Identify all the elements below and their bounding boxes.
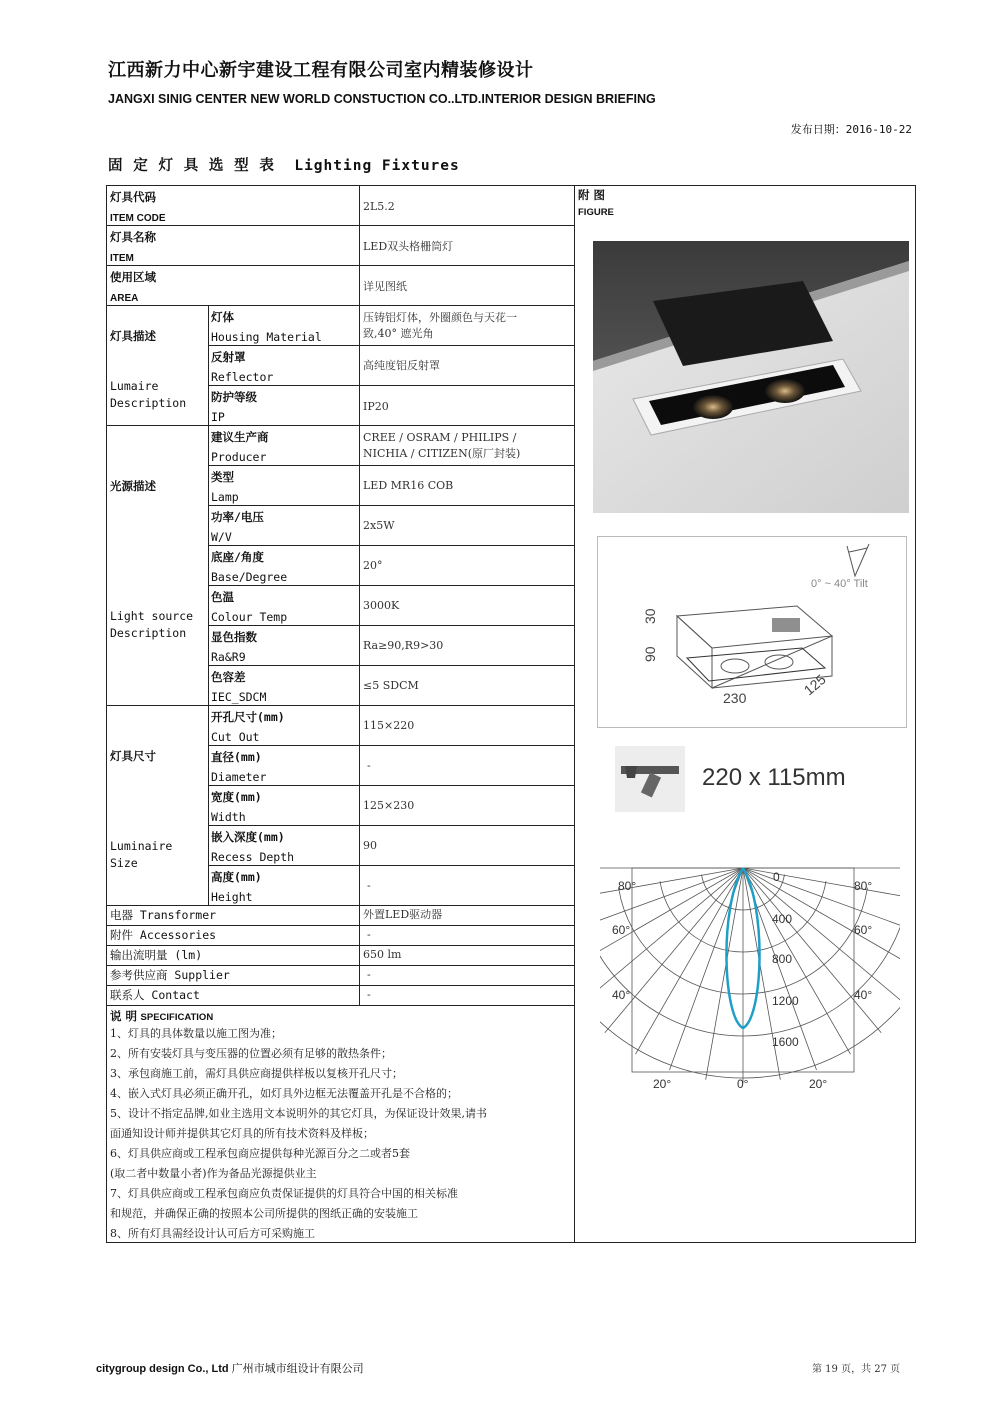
radial-label: 1600 bbox=[772, 1035, 799, 1049]
radial-label: 1200 bbox=[772, 994, 799, 1008]
polar-spoke bbox=[743, 868, 900, 976]
dim-125: 125 bbox=[800, 671, 829, 699]
sub-value: Ra≥90,R9>30 bbox=[363, 639, 444, 652]
footer-company: citygroup design Co., Ltd 广州市城市组设计有限公司 bbox=[96, 1363, 364, 1375]
transformer-value: 外置LED驱动器 bbox=[363, 908, 443, 921]
date-label: 发布日期： bbox=[790, 123, 846, 136]
notes-list bbox=[110, 1024, 572, 1244]
note-line: 7、灯具供应商或工程承包商应负责保证提供的灯具符合中国的相关标准 bbox=[110, 1187, 458, 1200]
angle-label-left: 80° bbox=[618, 879, 637, 893]
lumaire-group-cn: 灯具描述 bbox=[110, 329, 156, 343]
sub-value: 115×220 bbox=[363, 719, 415, 732]
note-line: 1、灯具的具体数量以施工图为准； bbox=[110, 1027, 282, 1040]
dim-230: 230 bbox=[723, 690, 747, 706]
angle-label-left: 40° bbox=[612, 988, 631, 1002]
supplier-value: - bbox=[367, 968, 371, 981]
note-line: 8、所有灯具需经设计认可后方可采购施工 bbox=[110, 1227, 315, 1240]
row-line bbox=[107, 705, 574, 706]
angle-label-right: 80° bbox=[854, 879, 873, 893]
sub-label: 底座/角度 Base/Degree bbox=[211, 550, 288, 584]
sub-label: 功率/电压 W/V bbox=[211, 510, 264, 544]
row-line bbox=[107, 305, 574, 306]
transformer-label: 电器 Transformer bbox=[110, 908, 217, 922]
sub-label: 色容差 IEC_SDCM bbox=[211, 670, 267, 704]
sub-value: 3000K bbox=[363, 599, 400, 612]
lumen-label: 输出流明量 (lm) bbox=[110, 948, 203, 962]
product-photo bbox=[593, 241, 909, 513]
accessories-value: - bbox=[367, 928, 371, 941]
angle-label-left: 60° bbox=[612, 923, 631, 937]
publish-date bbox=[791, 121, 912, 137]
date-value: 2016-10-22 bbox=[845, 123, 912, 136]
tilt-label: 0° ~ 40° Tilt bbox=[811, 578, 868, 590]
item-code-value: 2L5.2 bbox=[363, 200, 395, 213]
radial-label: 400 bbox=[772, 912, 793, 926]
technical-drawing bbox=[597, 536, 907, 728]
note-line: 4、嵌入式灯具必须正确开孔，如灯具外边框无法覆盖开孔是不合格的； bbox=[110, 1087, 458, 1100]
contact-value: - bbox=[367, 988, 371, 1001]
divider-figure bbox=[574, 186, 575, 1243]
note-line: 5、设计不指定品牌,如业主选用文本说明外的其它灯具，为保证设计效果,请书 bbox=[110, 1107, 487, 1120]
sub-label: 色温 Colour Temp bbox=[211, 590, 288, 624]
row-line bbox=[107, 1005, 574, 1006]
supplier-label: 参考供应商 Supplier bbox=[110, 968, 230, 982]
sub-label: 建议生产商 Producer bbox=[211, 430, 269, 464]
cutout-dimension: 220 x 115mm bbox=[702, 764, 846, 791]
cutout-icon bbox=[615, 746, 685, 812]
dim-30: 30 bbox=[642, 608, 658, 624]
accessories-label: 附件 Accessories bbox=[110, 928, 217, 942]
note-line: 和规范，并确保正确的按照本公司所提供的图纸正确的安装施工 bbox=[110, 1207, 418, 1220]
sub-label: 防护等级 IP bbox=[211, 390, 257, 424]
sub-value: 高纯度铝反射罩 bbox=[363, 359, 440, 372]
sub-label: 显色指数 Ra&R9 bbox=[211, 630, 257, 664]
polar-diagram bbox=[600, 860, 900, 1096]
sub-label: 直径(mm) Diameter bbox=[211, 750, 267, 784]
contact-label: 联系人 Contact bbox=[110, 988, 200, 1002]
size-group-en: Luminaire Size bbox=[110, 839, 173, 870]
row-line bbox=[107, 225, 574, 226]
sub-value: 20° bbox=[363, 559, 383, 572]
angle-label-bottom: 20° bbox=[653, 1077, 672, 1091]
document-title-en: JANGXI SINIG CENTER NEW WORLD CONSTUCTION CO..LTD.INTERIOR DESIGN BRIEFING bbox=[108, 92, 656, 106]
polar-ring bbox=[600, 894, 900, 1036]
light-source-group-cn: 光源描述 bbox=[110, 479, 156, 493]
note-line: 2、所有安装灯具与变压器的位置必须有足够的散热条件； bbox=[110, 1047, 392, 1060]
angle-label-right: 60° bbox=[854, 923, 873, 937]
sub-value: CREE / OSRAM / PHILIPS / NICHIA / CITIZEN(原厂封装) bbox=[363, 431, 521, 460]
polar-spoke bbox=[743, 868, 900, 905]
sub-label: 反射罩 Reflector bbox=[211, 350, 274, 384]
row-line bbox=[208, 505, 574, 506]
sub-value: 125×230 bbox=[363, 799, 415, 812]
sub-label: 灯体 Housing Material bbox=[211, 310, 322, 344]
size-group-cn: 灯具尺寸 bbox=[110, 749, 156, 763]
item-label: 灯具名称 ITEM bbox=[110, 230, 156, 264]
notes-heading: 说 明 SPECIFICATION bbox=[110, 1009, 214, 1023]
sub-value: IP20 bbox=[363, 400, 389, 413]
sub-value: ≤5 SDCM bbox=[363, 679, 419, 692]
radial-label: 800 bbox=[772, 952, 793, 966]
sub-label: 宽度(mm) Width bbox=[211, 790, 262, 824]
angle-label-bottom: 20° bbox=[809, 1077, 828, 1091]
divider-value bbox=[359, 186, 360, 1006]
row-line bbox=[107, 425, 574, 426]
sub-label: 开孔尺寸(mm) Cut Out bbox=[211, 710, 285, 744]
sub-value: LED MR16 COB bbox=[363, 479, 454, 492]
note-line: 面通知设计师并提供其它灯具的所有技术资料及样板； bbox=[110, 1127, 374, 1140]
sub-value: 2x5W bbox=[363, 519, 395, 532]
sub-value: - bbox=[367, 879, 371, 892]
area-value: 详见图纸 bbox=[363, 280, 407, 293]
sub-label: 嵌入深度(mm) Recess Depth bbox=[211, 830, 295, 864]
figure-label: 附 图 FIGURE bbox=[578, 188, 614, 218]
item-code-label: 灯具代码 ITEM CODE bbox=[110, 190, 166, 224]
angle-label-right: 40° bbox=[854, 988, 873, 1002]
sub-label: 高度(mm) Height bbox=[211, 870, 262, 904]
document-title-cn: 江西新力中心新宇建设工程有限公司室内精装修设计 bbox=[108, 60, 534, 81]
light-source-group-en: Light source Description bbox=[110, 609, 194, 640]
divider-sub bbox=[208, 306, 209, 906]
row-line bbox=[208, 665, 574, 666]
sub-value: 90 bbox=[363, 839, 377, 852]
note-line: 3、承包商施工前，需灯具供应商提供样板以复核开孔尺寸； bbox=[110, 1067, 403, 1080]
radial-label: 0 bbox=[773, 870, 780, 884]
angle-label-bottom: 0° bbox=[737, 1077, 749, 1091]
dim-90: 90 bbox=[642, 646, 658, 662]
lumaire-group-en: Lumaire Description bbox=[110, 379, 187, 410]
row-line bbox=[208, 825, 574, 826]
area-label: 使用区域 AREA bbox=[110, 270, 156, 304]
footer-page-number: 第 19 页，共 27 页 bbox=[812, 1364, 901, 1375]
note-line: 6、灯具供应商或工程承包商应提供每种光源百分之二或者5套 bbox=[110, 1147, 410, 1160]
sub-value: - bbox=[367, 759, 371, 772]
row-line bbox=[107, 265, 574, 266]
section-title: 固 定 灯 具 选 型 表 Lighting Fixtures bbox=[108, 158, 460, 174]
sub-label: 类型 Lamp bbox=[211, 470, 239, 504]
barcode-icon bbox=[772, 618, 800, 632]
note-line: (取二者中数量小者)作为备品光源提供业主 bbox=[110, 1167, 317, 1180]
item-value: LED双头格栅筒灯 bbox=[363, 240, 454, 253]
lumen-value: 650 lm bbox=[363, 948, 402, 961]
polar-spoke bbox=[743, 868, 900, 942]
sub-value: 压铸铝灯体，外圈颜色与天花一 致,40° 遮光角 bbox=[363, 311, 517, 340]
polar-spoke bbox=[743, 868, 900, 1006]
